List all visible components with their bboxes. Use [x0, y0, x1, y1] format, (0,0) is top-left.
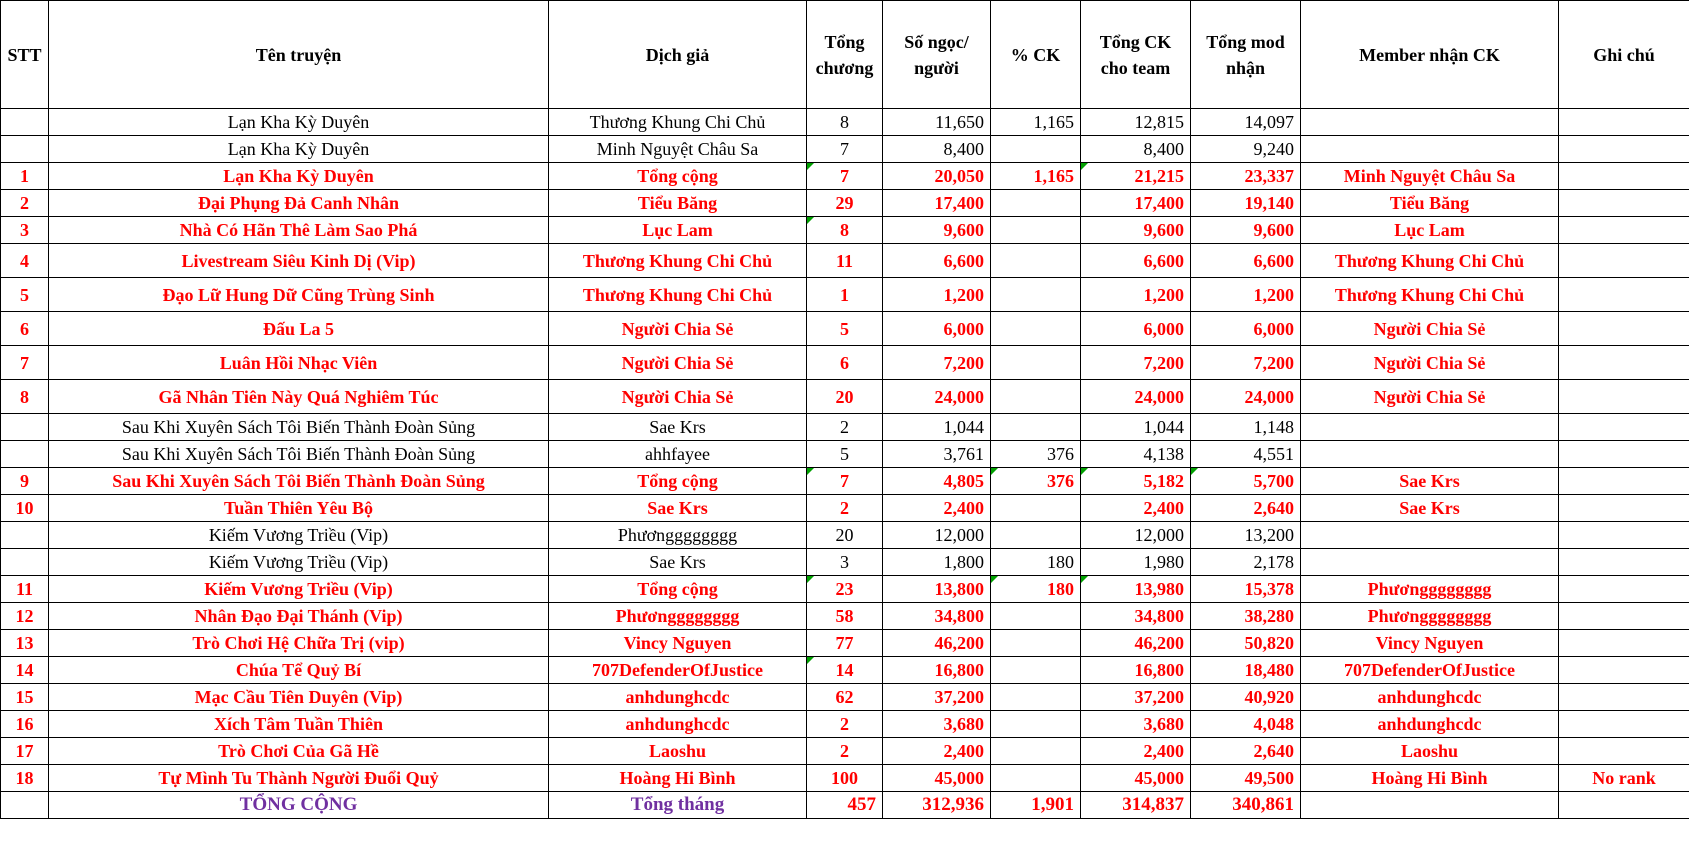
cell-gems[interactable]: 20,050 [883, 163, 991, 190]
cell-ck-team[interactable]: 8,400 [1081, 136, 1191, 163]
table-row [1, 312, 1689, 346]
cell-title[interactable]: Nhân Đạo Đại Thánh (Vip) [49, 603, 549, 630]
cell-gems[interactable]: 13,800 [883, 576, 991, 603]
cell-member[interactable] [1301, 549, 1559, 576]
cell-ck-pct[interactable]: 1,165 [991, 109, 1081, 136]
cell-translator[interactable]: Tổng cộng [549, 163, 807, 190]
cell-member[interactable]: Phươngggggggg [1301, 576, 1559, 603]
table-row [1, 380, 1689, 414]
cell-mod-total[interactable]: 4,048 [1191, 711, 1301, 738]
cell-mod-total[interactable]: 9,240 [1191, 136, 1301, 163]
cell-note[interactable] [1559, 684, 1689, 711]
table-row [1, 522, 1689, 549]
cell-translator[interactable]: Sae Krs [549, 549, 807, 576]
cell-gems[interactable]: 2,400 [883, 738, 991, 765]
table-row [1, 657, 1689, 684]
cell-member[interactable] [1301, 522, 1559, 549]
table-body [1, 109, 1689, 792]
cell-ck-team[interactable]: 6,000 [1081, 312, 1191, 346]
cell-chapters[interactable]: 5 [807, 312, 883, 346]
cell-translator[interactable]: anhdunghcdc [549, 684, 807, 711]
cell-title[interactable]: Đại Phụng Đả Canh Nhân [49, 190, 549, 217]
cell-chapters[interactable]: 23 [807, 576, 883, 603]
table-row [1, 441, 1689, 468]
cell-mod-total[interactable]: 1,200 [1191, 278, 1301, 312]
cell-stt[interactable] [1, 414, 49, 441]
total-mod-total-cell[interactable]: 340,861 [1191, 792, 1301, 819]
cell-gems[interactable]: 17,400 [883, 190, 991, 217]
cell-gems[interactable]: 1,044 [883, 414, 991, 441]
cell-ck-team[interactable]: 1,200 [1081, 278, 1191, 312]
table-row [1, 414, 1689, 441]
cell-ck-team[interactable]: 5,182 [1081, 468, 1191, 495]
cell-mod-total[interactable]: 18,480 [1191, 657, 1301, 684]
total-note-cell[interactable] [1559, 792, 1689, 819]
cell-mod-total[interactable]: 2,640 [1191, 495, 1301, 522]
cell-member[interactable]: Người Chia Sẻ [1301, 312, 1559, 346]
cell-mod-total[interactable]: 1,148 [1191, 414, 1301, 441]
cell-gems[interactable]: 16,800 [883, 657, 991, 684]
cell-ck-team[interactable]: 2,400 [1081, 495, 1191, 522]
cell-title[interactable]: Luân Hồi Nhạc Viên [49, 346, 549, 380]
cell-member[interactable]: Laoshu [1301, 738, 1559, 765]
cell-chapters[interactable]: 2 [807, 711, 883, 738]
cell-mod-total[interactable]: 49,500 [1191, 765, 1301, 792]
header-ck-team[interactable]: Tổng CK cho team [1081, 1, 1191, 109]
cell-title[interactable]: Gã Nhân Tiên Này Quá Nghiêm Túc [49, 380, 549, 414]
cell-stt[interactable] [1, 109, 49, 136]
total-ck-team-cell[interactable]: 314,837 [1081, 792, 1191, 819]
cell-mod-total[interactable]: 19,140 [1191, 190, 1301, 217]
cell-stt[interactable]: 4 [1, 244, 49, 278]
cell-ck-team[interactable]: 4,138 [1081, 441, 1191, 468]
cell-ck-pct[interactable] [991, 380, 1081, 414]
cell-member[interactable]: Tiểu Băng [1301, 190, 1559, 217]
cell-gems[interactable]: 7,200 [883, 346, 991, 380]
cell-ck-team[interactable]: 12,000 [1081, 522, 1191, 549]
cell-ck-team[interactable]: 21,215 [1081, 163, 1191, 190]
cell-ck-pct[interactable]: 376 [991, 441, 1081, 468]
header-gems[interactable]: Số ngọc/ người [883, 1, 991, 109]
cell-note[interactable] [1559, 549, 1689, 576]
cell-title[interactable]: Sau Khi Xuyên Sách Tôi Biến Thành Đoàn Sủng [49, 468, 549, 495]
cell-gems[interactable]: 24,000 [883, 380, 991, 414]
cell-title[interactable]: Lạn Kha Kỳ Duyên [49, 136, 549, 163]
cell-translator[interactable]: anhdunghcdc [549, 711, 807, 738]
cell-title[interactable]: Trò Chơi Hệ Chữa Trị (vip) [49, 630, 549, 657]
table-row [1, 684, 1689, 711]
cell-member[interactable]: Thương Khung Chi Chủ [1301, 244, 1559, 278]
cell-note[interactable] [1559, 217, 1689, 244]
cell-member[interactable]: anhdunghcdc [1301, 684, 1559, 711]
table-row [1, 346, 1689, 380]
table-row [1, 244, 1689, 278]
cell-title[interactable]: Mạc Cầu Tiên Duyên (Vip) [49, 684, 549, 711]
cell-member[interactable]: 707DefenderOfJustice [1301, 657, 1559, 684]
cell-translator[interactable]: Người Chia Sẻ [549, 346, 807, 380]
cell-ck-pct[interactable] [991, 630, 1081, 657]
cell-note[interactable] [1559, 312, 1689, 346]
cell-translator[interactable]: Người Chia Sẻ [549, 312, 807, 346]
cell-title[interactable]: Chúa Tể Quỷ Bí [49, 657, 549, 684]
cell-translator[interactable]: Người Chia Sẻ [549, 380, 807, 414]
cell-translator[interactable]: Thương Khung Chi Chủ [549, 109, 807, 136]
cell-chapters[interactable]: 20 [807, 380, 883, 414]
cell-ck-pct[interactable] [991, 711, 1081, 738]
header-stt[interactable]: STT [1, 1, 49, 109]
cell-ck-team[interactable]: 12,815 [1081, 109, 1191, 136]
table-row [1, 603, 1689, 630]
cell-title[interactable]: Nhà Có Hãn Thê Làm Sao Phá [49, 217, 549, 244]
cell-member[interactable]: Minh Nguyệt Châu Sa [1301, 163, 1559, 190]
cell-note[interactable] [1559, 278, 1689, 312]
cell-note[interactable] [1559, 522, 1689, 549]
cell-gems[interactable]: 4,805 [883, 468, 991, 495]
cell-stt[interactable]: 11 [1, 576, 49, 603]
cell-translator[interactable]: Lục Lam [549, 217, 807, 244]
cell-mod-total[interactable]: 2,178 [1191, 549, 1301, 576]
cell-note[interactable] [1559, 630, 1689, 657]
cell-translator[interactable]: ahhfayee [549, 441, 807, 468]
cell-ck-pct[interactable] [991, 603, 1081, 630]
cell-note[interactable] [1559, 190, 1689, 217]
cell-title[interactable]: Lạn Kha Kỳ Duyên [49, 163, 549, 190]
cell-mod-total[interactable]: 40,920 [1191, 684, 1301, 711]
cell-note[interactable] [1559, 738, 1689, 765]
table-row [1, 549, 1689, 576]
table-row [1, 163, 1689, 190]
table-row [1, 630, 1689, 657]
cell-chapters[interactable]: 3 [807, 549, 883, 576]
cell-title[interactable]: Trò Chơi Của Gã Hề [49, 738, 549, 765]
cell-note[interactable] [1559, 441, 1689, 468]
cell-translator[interactable]: Phươngggggggg [549, 522, 807, 549]
cell-title[interactable]: Tự Mình Tu Thành Người Đuổi Quỷ [49, 765, 549, 792]
table-row [1, 468, 1689, 495]
total-ck-pct-cell[interactable]: 1,901 [991, 792, 1081, 819]
total-label-cell[interactable]: TỔNG CỘNG [49, 792, 549, 819]
cell-translator[interactable]: Sae Krs [549, 414, 807, 441]
cell-stt[interactable]: 16 [1, 711, 49, 738]
cell-chapters[interactable]: 62 [807, 684, 883, 711]
cell-stt[interactable]: 3 [1, 217, 49, 244]
cell-chapters[interactable]: 2 [807, 738, 883, 765]
cell-ck-team[interactable]: 13,980 [1081, 576, 1191, 603]
table-row [1, 217, 1689, 244]
cell-title[interactable]: Sau Khi Xuyên Sách Tôi Biến Thành Đoàn Sủng [49, 441, 549, 468]
cell-gems[interactable]: 1,800 [883, 549, 991, 576]
cell-member[interactable]: Vincy Nguyen [1301, 630, 1559, 657]
total-translator-cell[interactable]: Tổng tháng [549, 792, 807, 819]
table-row [1, 495, 1689, 522]
cell-title[interactable]: Livestream Siêu Kinh Dị (Vip) [49, 244, 549, 278]
cell-ck-pct[interactable] [991, 657, 1081, 684]
table-row [1, 190, 1689, 217]
cell-translator[interactable]: Phươngggggggg [549, 603, 807, 630]
cell-note[interactable] [1559, 346, 1689, 380]
total-stt-cell[interactable] [1, 792, 49, 819]
cell-chapters[interactable]: 58 [807, 603, 883, 630]
cell-chapters[interactable]: 100 [807, 765, 883, 792]
cell-mod-total[interactable]: 4,551 [1191, 441, 1301, 468]
cell-mod-total[interactable]: 24,000 [1191, 380, 1301, 414]
table-row [1, 136, 1689, 163]
cell-title[interactable]: Sau Khi Xuyên Sách Tôi Biến Thành Đoàn Sủng [49, 414, 549, 441]
cell-mod-total[interactable]: 15,378 [1191, 576, 1301, 603]
header-translator[interactable]: Dịch giả [549, 1, 807, 109]
cell-ck-team[interactable]: 34,800 [1081, 603, 1191, 630]
cell-note[interactable] [1559, 380, 1689, 414]
header-row [1, 1, 1689, 109]
cell-ck-team[interactable]: 24,000 [1081, 380, 1191, 414]
cell-gems[interactable]: 9,600 [883, 217, 991, 244]
cell-member[interactable] [1301, 136, 1559, 163]
cell-gems[interactable]: 3,680 [883, 711, 991, 738]
cell-translator[interactable]: Tổng cộng [549, 468, 807, 495]
cell-gems[interactable]: 8,400 [883, 136, 991, 163]
cell-ck-pct[interactable] [991, 278, 1081, 312]
cell-chapters[interactable]: 8 [807, 109, 883, 136]
cell-mod-total[interactable]: 50,820 [1191, 630, 1301, 657]
header-mod-total[interactable]: Tổng mod nhận [1191, 1, 1301, 109]
cell-note[interactable] [1559, 136, 1689, 163]
cell-note[interactable] [1559, 414, 1689, 441]
cell-stt[interactable]: 12 [1, 603, 49, 630]
cell-stt[interactable]: 14 [1, 657, 49, 684]
cell-stt[interactable]: 2 [1, 190, 49, 217]
cell-translator[interactable]: Sae Krs [549, 495, 807, 522]
table-row [1, 278, 1689, 312]
table-row [1, 738, 1689, 765]
cell-chapters[interactable]: 6 [807, 346, 883, 380]
cell-mod-total[interactable]: 23,337 [1191, 163, 1301, 190]
cell-ck-team[interactable]: 6,600 [1081, 244, 1191, 278]
cell-mod-total[interactable]: 38,280 [1191, 603, 1301, 630]
cell-stt[interactable] [1, 441, 49, 468]
cell-mod-total[interactable]: 13,200 [1191, 522, 1301, 549]
cell-mod-total[interactable]: 2,640 [1191, 738, 1301, 765]
cell-ck-pct[interactable]: 180 [991, 576, 1081, 603]
cell-gems[interactable]: 2,400 [883, 495, 991, 522]
cell-member[interactable] [1301, 441, 1559, 468]
cell-member[interactable]: Người Chia Sẻ [1301, 380, 1559, 414]
cell-title[interactable]: Kiếm Vương Triều (Vip) [49, 522, 549, 549]
cell-mod-total[interactable]: 6,600 [1191, 244, 1301, 278]
cell-title[interactable]: Xích Tâm Tuần Thiên [49, 711, 549, 738]
cell-ck-pct[interactable] [991, 346, 1081, 380]
cell-gems[interactable]: 1,200 [883, 278, 991, 312]
cell-note[interactable] [1559, 109, 1689, 136]
cell-stt[interactable] [1, 549, 49, 576]
table-row [1, 765, 1689, 792]
cell-chapters[interactable]: 14 [807, 657, 883, 684]
cell-title[interactable]: Lạn Kha Kỳ Duyên [49, 109, 549, 136]
cell-note[interactable] [1559, 576, 1689, 603]
cell-ck-pct[interactable] [991, 190, 1081, 217]
total-member-cell[interactable] [1301, 792, 1559, 819]
cell-member[interactable]: Người Chia Sẻ [1301, 346, 1559, 380]
cell-gems[interactable]: 11,650 [883, 109, 991, 136]
cell-ck-pct[interactable] [991, 765, 1081, 792]
cell-chapters[interactable]: 2 [807, 414, 883, 441]
cell-stt[interactable]: 1 [1, 163, 49, 190]
cell-stt[interactable] [1, 136, 49, 163]
cell-note[interactable] [1559, 603, 1689, 630]
cell-mod-total[interactable]: 14,097 [1191, 109, 1301, 136]
cell-translator[interactable]: Thương Khung Chi Chủ [549, 244, 807, 278]
cell-translator[interactable]: Hoàng Hi Bình [549, 765, 807, 792]
cell-ck-team[interactable]: 17,400 [1081, 190, 1191, 217]
cell-gems[interactable]: 3,761 [883, 441, 991, 468]
cell-translator[interactable]: Thương Khung Chi Chủ [549, 278, 807, 312]
cell-chapters[interactable]: 29 [807, 190, 883, 217]
total-gems-cell[interactable]: 312,936 [883, 792, 991, 819]
cell-gems[interactable]: 37,200 [883, 684, 991, 711]
cell-gems[interactable]: 46,200 [883, 630, 991, 657]
cell-gems[interactable]: 12,000 [883, 522, 991, 549]
cell-translator[interactable]: Tổng cộng [549, 576, 807, 603]
cell-note[interactable] [1559, 244, 1689, 278]
header-ck-pct[interactable]: % CK [991, 1, 1081, 109]
cell-ck-pct[interactable] [991, 495, 1081, 522]
cell-chapters[interactable]: 1 [807, 278, 883, 312]
cell-ck-pct[interactable] [991, 414, 1081, 441]
cell-chapters[interactable]: 20 [807, 522, 883, 549]
cell-member[interactable]: Hoàng Hi Bình [1301, 765, 1559, 792]
cell-chapters[interactable]: 11 [807, 244, 883, 278]
cell-title[interactable]: Kiếm Vương Triều (Vip) [49, 576, 549, 603]
cell-title[interactable]: Đạo Lữ Hung Dữ Cũng Trùng Sinh [49, 278, 549, 312]
cell-member[interactable] [1301, 414, 1559, 441]
header-member[interactable]: Member nhận CK [1301, 1, 1559, 109]
cell-member[interactable]: Thương Khung Chi Chủ [1301, 278, 1559, 312]
header-title[interactable]: Tên truyện [49, 1, 549, 109]
cell-stt[interactable]: 17 [1, 738, 49, 765]
cell-ck-team[interactable]: 9,600 [1081, 217, 1191, 244]
cell-member[interactable]: Sae Krs [1301, 495, 1559, 522]
cell-stt[interactable]: 8 [1, 380, 49, 414]
cell-stt[interactable]: 10 [1, 495, 49, 522]
cell-ck-pct[interactable] [991, 738, 1081, 765]
cell-note[interactable] [1559, 657, 1689, 684]
cell-ck-pct[interactable] [991, 244, 1081, 278]
cell-note[interactable] [1559, 163, 1689, 190]
cell-note[interactable] [1559, 711, 1689, 738]
cell-title[interactable]: Tuần Thiên Yêu Bộ [49, 495, 549, 522]
cell-chapters[interactable]: 7 [807, 468, 883, 495]
cell-gems[interactable]: 45,000 [883, 765, 991, 792]
cell-gems[interactable]: 6,000 [883, 312, 991, 346]
cell-translator[interactable]: Minh Nguyệt Châu Sa [549, 136, 807, 163]
cell-chapters[interactable]: 5 [807, 441, 883, 468]
cell-ck-team[interactable]: 3,680 [1081, 711, 1191, 738]
cell-member[interactable] [1301, 109, 1559, 136]
header-note[interactable]: Ghi chú [1559, 1, 1689, 109]
total-chapters-cell[interactable]: 457 [807, 792, 883, 819]
cell-ck-team[interactable]: 7,200 [1081, 346, 1191, 380]
cell-stt[interactable] [1, 522, 49, 549]
cell-stt[interactable]: 6 [1, 312, 49, 346]
cell-note[interactable] [1559, 495, 1689, 522]
cell-ck-pct[interactable]: 180 [991, 549, 1081, 576]
cell-ck-team[interactable]: 1,980 [1081, 549, 1191, 576]
cell-translator[interactable]: Tiểu Băng [549, 190, 807, 217]
cell-ck-team[interactable]: 45,000 [1081, 765, 1191, 792]
header-chapters[interactable]: Tổng chương [807, 1, 883, 109]
table-row [1, 576, 1689, 603]
cell-chapters[interactable]: 2 [807, 495, 883, 522]
total-row [1, 792, 1689, 819]
cell-translator[interactable]: 707DefenderOfJustice [549, 657, 807, 684]
cell-ck-pct[interactable] [991, 136, 1081, 163]
cell-chapters[interactable]: 7 [807, 163, 883, 190]
cell-chapters[interactable]: 77 [807, 630, 883, 657]
cell-ck-team[interactable]: 16,800 [1081, 657, 1191, 684]
cell-mod-total[interactable]: 5,700 [1191, 468, 1301, 495]
cell-ck-pct[interactable] [991, 522, 1081, 549]
cell-note[interactable] [1559, 468, 1689, 495]
cell-ck-team[interactable]: 46,200 [1081, 630, 1191, 657]
cell-title[interactable]: Kiếm Vương Triều (Vip) [49, 549, 549, 576]
cell-stt[interactable]: 13 [1, 630, 49, 657]
cell-note[interactable]: No rank [1559, 765, 1689, 792]
cell-member[interactable]: Sae Krs [1301, 468, 1559, 495]
cell-member[interactable]: anhdunghcdc [1301, 711, 1559, 738]
cell-chapters[interactable]: 8 [807, 217, 883, 244]
cell-title[interactable]: Đấu La 5 [49, 312, 549, 346]
cell-ck-team[interactable]: 2,400 [1081, 738, 1191, 765]
cell-ck-pct[interactable]: 376 [991, 468, 1081, 495]
cell-stt[interactable]: 18 [1, 765, 49, 792]
cell-mod-total[interactable]: 9,600 [1191, 217, 1301, 244]
cell-gems[interactable]: 6,600 [883, 244, 991, 278]
cell-ck-pct[interactable]: 1,165 [991, 163, 1081, 190]
cell-ck-pct[interactable] [991, 217, 1081, 244]
cell-mod-total[interactable]: 6,000 [1191, 312, 1301, 346]
cell-ck-team[interactable]: 37,200 [1081, 684, 1191, 711]
cell-mod-total[interactable]: 7,200 [1191, 346, 1301, 380]
cell-ck-pct[interactable] [991, 684, 1081, 711]
cell-stt[interactable]: 7 [1, 346, 49, 380]
cell-translator[interactable]: Laoshu [549, 738, 807, 765]
cell-chapters[interactable]: 7 [807, 136, 883, 163]
table-row [1, 711, 1689, 738]
cell-gems[interactable]: 34,800 [883, 603, 991, 630]
cell-stt[interactable]: 5 [1, 278, 49, 312]
cell-stt[interactable]: 15 [1, 684, 49, 711]
table-row [1, 109, 1689, 136]
cell-stt[interactable]: 9 [1, 468, 49, 495]
cell-ck-pct[interactable] [991, 312, 1081, 346]
cell-ck-team[interactable]: 1,044 [1081, 414, 1191, 441]
cell-member[interactable]: Lục Lam [1301, 217, 1559, 244]
cell-member[interactable]: Phươngggggggg [1301, 603, 1559, 630]
cell-translator[interactable]: Vincy Nguyen [549, 630, 807, 657]
